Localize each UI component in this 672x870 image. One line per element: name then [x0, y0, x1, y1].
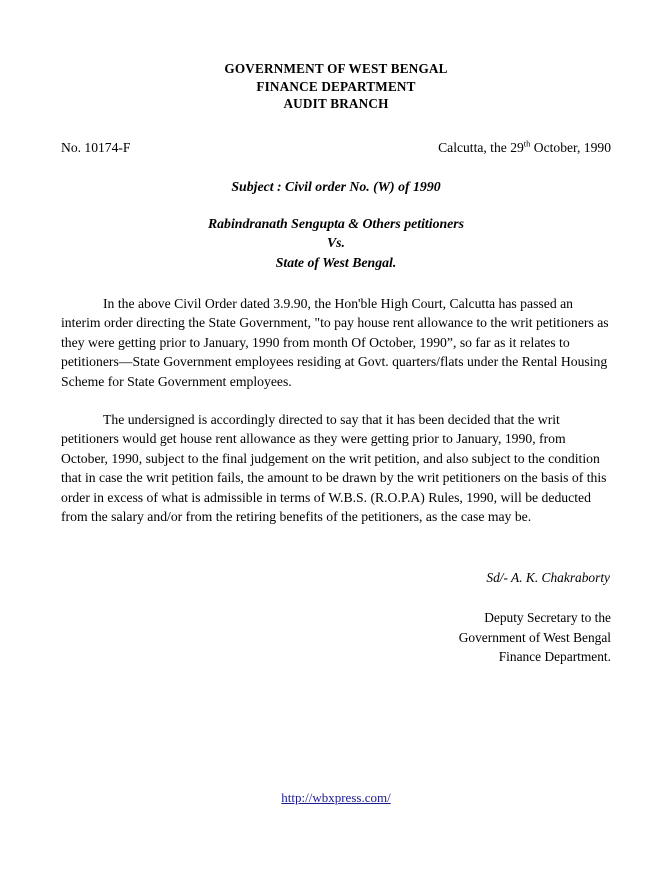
signature-name: Sd/- A. K. Chakraborty [486, 570, 610, 586]
body-paragraph-1: In the above Civil Order dated 3.9.90, the Hon'ble High Court, Calcutta has passed an interim order directing the State Government, "to pay house rent allowance to the writ petitioners as they were getting prior to January, 1990 from month Of October, 1990”, so far as it relates to petitioners—State Government employees residing at Govt. quarters/flats under the Rental Housing Scheme for State Government employees. [61, 296, 609, 389]
designation-line-2: Government of West Bengal [458, 629, 611, 645]
caption-petitioners: Rabindranath Sengupta & Others petitioners [207, 215, 465, 231]
date-ordinal-suffix: th [523, 137, 531, 148]
subject-line: Subject : Civil order No. (W) of 1990 [231, 178, 441, 194]
letterhead-line-government: GOVERNMENT OF WEST BENGAL [224, 61, 448, 76]
place-and-date [438, 139, 611, 157]
document-body [61, 294, 611, 526]
case-caption [61, 214, 611, 273]
letterhead-line-branch: AUDIT BRANCH [283, 96, 389, 111]
place-date-prefix: Calcutta, the 29 [438, 139, 524, 155]
designation-line-3: Finance Department. [498, 649, 611, 665]
source-website-link[interactable]: http://wbxpress.com/ [281, 790, 391, 805]
signatory-designation [61, 608, 611, 666]
reference-row [61, 139, 611, 157]
letterhead [61, 0, 611, 113]
place-date-rest: October, 1990 [533, 139, 611, 155]
caption-versus: Vs. [326, 235, 346, 250]
designation-line-1: Deputy Secretary to the [484, 610, 611, 626]
letterhead-line-department: FINANCE DEPARTMENT [256, 78, 416, 94]
body-paragraph-2: The undersigned is accordingly directed to say that it has been decided that the writ petitioners would get house rent allowance as they were getting prior to January, 1990, from October, 1990, subject to the final judgement on the writ petition, and also subject to the condition that in case the writ petition fails, the amount to be drawn by the writ petitioners on the basis of this order in excess of what is admissible in terms of W.B.S. (R.O.P.A) Rules, 1990, will be deducted from the salary and/or from the retiring benefits of the petitioners, as the case may be. [61, 412, 607, 525]
memo-number: No. 10174-F [61, 139, 131, 155]
caption-respondent: State of West Bengal. [275, 254, 397, 270]
footer [0, 789, 672, 807]
